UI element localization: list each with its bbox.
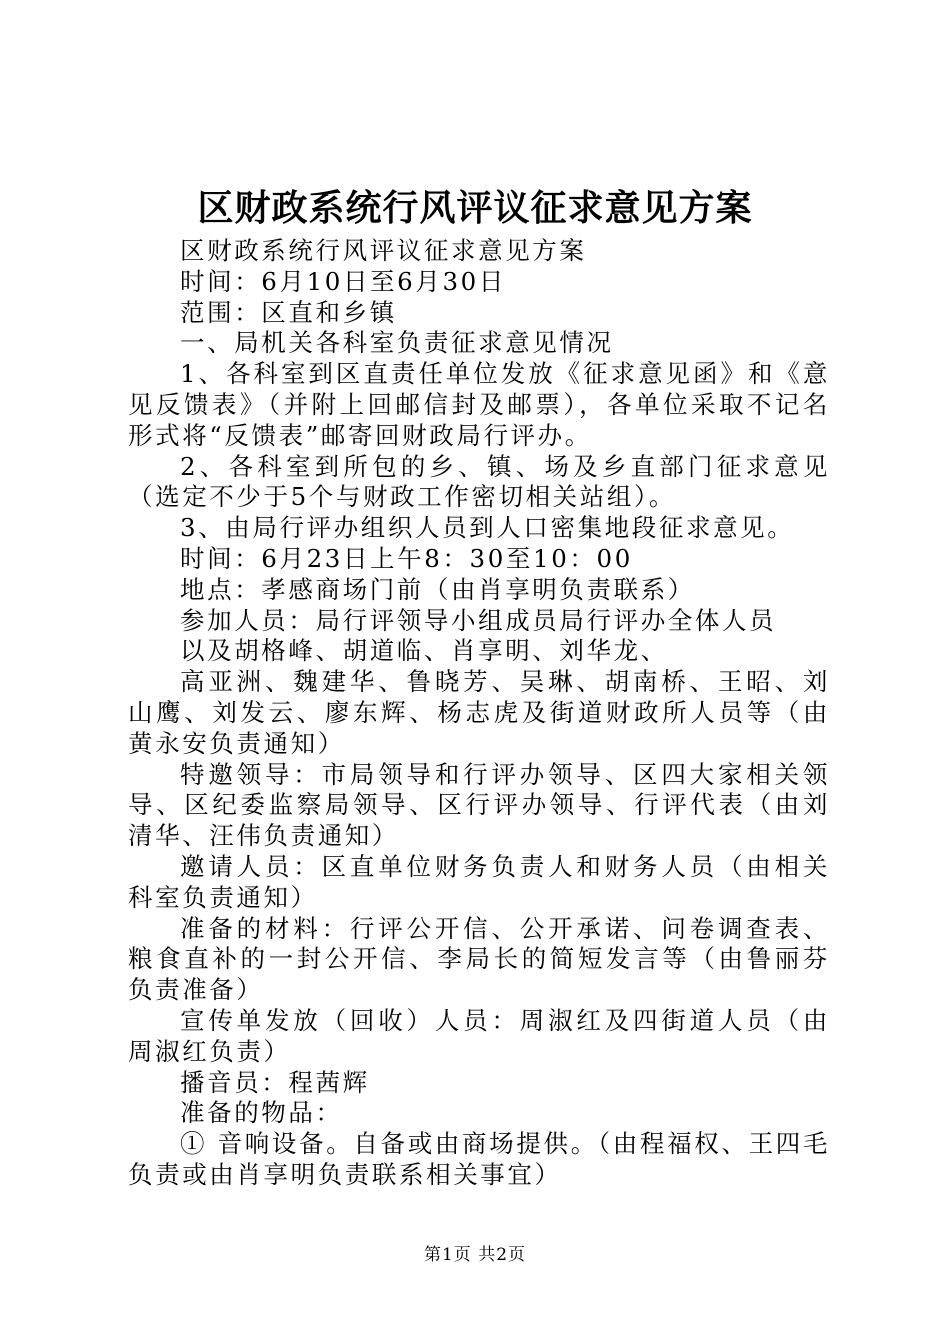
paragraph-supplies-item-1: ① 音响设备。自备或由商场提供。（由程福权、王四毛负责或由肖享明负责联系相关事宜） <box>128 1129 830 1189</box>
paragraph-event-time: 时间：6月23日上午8：30至10：00 <box>180 543 633 573</box>
paragraph-materials: 准备的材料：行评公开信、公开承诺、问卷调查表、粮食直补的一封公开信、李局长的简短发言等（由鲁丽芬负责准备） <box>128 913 830 1005</box>
page-footer: 第1页 共2页 <box>423 1245 527 1265</box>
paragraph-location: 地点：孝感商场门前（由肖享明负责联系） <box>180 574 695 604</box>
paragraph-participants-list-2: 高亚洲、魏建华、鲁晓芳、吴琳、胡南桥、王昭、刘山鹰、刘发云、廖东辉、杨志虎及街道财政所人员等（由黄永安负责通知） <box>128 667 830 758</box>
paragraph-announcer: 播音员：程茜辉 <box>180 1067 370 1097</box>
paragraph-item-2: 2、各科室到所包的乡、镇、场及乡直部门征求意见（选定不少于5个与财政工作密切相关站组）。 <box>128 451 830 512</box>
paragraph-item-1: 1、各科室到区直责任单位发放《征求意见函》和《意见反馈表》（并附上回邮信封及邮票），各单位采取不记名形式将“反馈表”邮寄回财政局行评办。 <box>128 359 830 450</box>
paragraph-heading-repeat: 区财政系统行风评议征求意见方案 <box>180 236 587 265</box>
paragraph-item-3: 3、由局行评办组织人员到人口密集地段征求意见。 <box>180 513 795 543</box>
paragraph-time-range: 时间：6月10日至6月30日 <box>180 266 506 296</box>
paragraph-supplies: 准备的物品： <box>180 1098 343 1128</box>
paragraph-participants-list-1: 以及胡格峰、胡道临、肖享明、刘华龙、 <box>180 636 668 666</box>
paragraph-section-one: 一、局机关各科室负责征求意见情况 <box>180 328 614 358</box>
paragraph-invited-staff: 邀请人员：区直单位财务负责人和财务人员（由相关科室负责通知） <box>128 851 830 912</box>
document-body <box>128 236 830 1191</box>
paragraph-participants: 参加人员：局行评领导小组成员局行评办全体人员 <box>180 605 777 635</box>
document-title: 区财政系统行风评议征求意见方案 <box>197 187 753 229</box>
paragraph-flyer-staff: 宣传单发放（回收）人员：周淑红及四街道人员（由周淑红负责） <box>128 1005 830 1066</box>
paragraph-scope: 范围：区直和乡镇 <box>180 297 397 327</box>
paragraph-invited-leaders: 特邀领导：市局领导和行评办领导、区四大家相关领导、区纪委监察局领导、区行评办领导、行评代表（由刘清华、汪伟负责通知） <box>128 759 830 851</box>
